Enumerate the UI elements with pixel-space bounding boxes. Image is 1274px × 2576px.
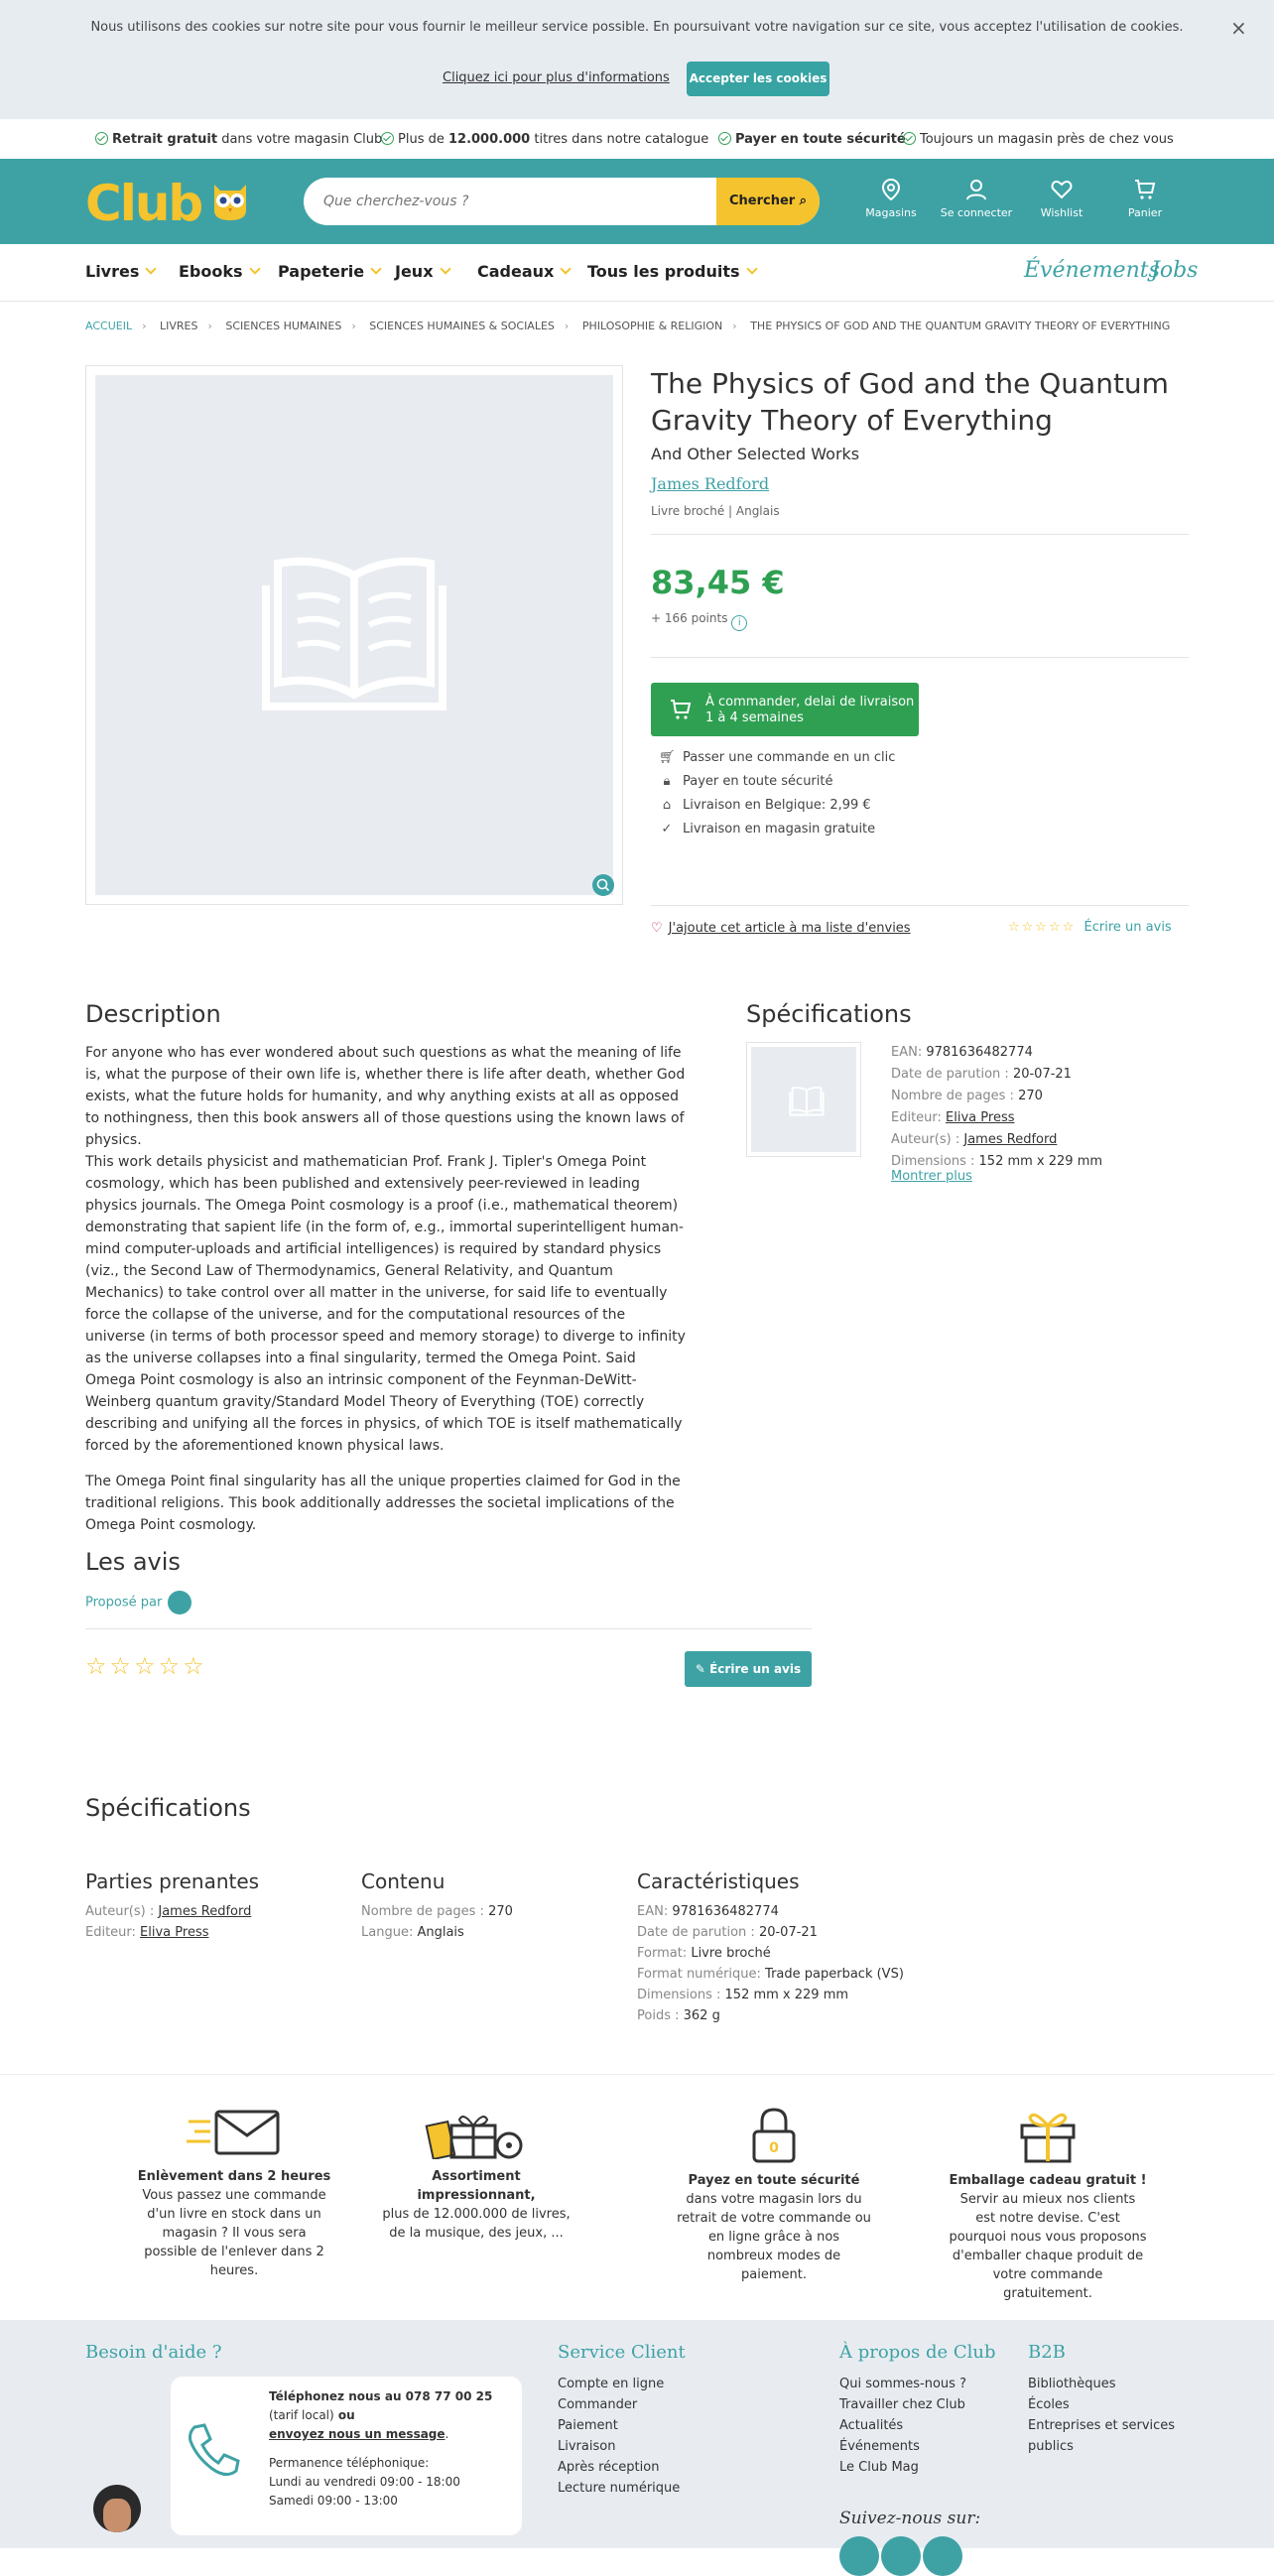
nav-label: Jeux xyxy=(395,262,434,281)
spec-value: 152 mm x 229 mm xyxy=(724,1988,849,2002)
nav-item-jeux[interactable] xyxy=(395,262,449,281)
specs-col xyxy=(637,1901,904,2026)
login-label: Se connecter xyxy=(940,206,1013,219)
spec-value: 20-07-21 xyxy=(1012,1067,1072,1082)
rating-summary[interactable] xyxy=(1008,920,1172,935)
spec-key: Format: xyxy=(637,1946,692,1961)
b2b-links xyxy=(1028,2374,1177,2457)
benefit-item xyxy=(949,2108,1147,2303)
specs-heading: Spécifications xyxy=(746,1000,912,1028)
footer-link[interactable]: Commander xyxy=(558,2397,638,2412)
provider-logo-icon xyxy=(168,1591,191,1614)
benefit-title: Assortiment impressionnant, xyxy=(417,2169,536,2203)
check-circle-icon: ✓ xyxy=(661,822,673,837)
help-heading: Besoin d'aide ? xyxy=(85,2342,222,2363)
chevron-right-icon: › xyxy=(207,320,212,332)
write-review-label: Écrire un avis xyxy=(709,1662,802,1676)
login-link[interactable] xyxy=(937,179,1016,219)
search-icon: ⌕ xyxy=(799,193,808,208)
spec-value: 9781636482774 xyxy=(926,1045,1033,1060)
description-heading: Description xyxy=(85,1000,221,1028)
svg-text:0: 0 xyxy=(769,2140,779,2156)
full-specs-heading: Spécifications xyxy=(85,1794,251,1822)
usp-bold: Payer en toute sécurité xyxy=(735,132,906,147)
breadcrumb-item[interactable]: ACCUEIL xyxy=(85,320,133,332)
loyalty-points xyxy=(651,611,747,631)
spec-key: Nombre de pages : xyxy=(891,1089,1019,1103)
envelope-icon xyxy=(185,2108,284,2159)
instagram-icon[interactable] xyxy=(881,2536,921,2576)
heart-icon xyxy=(1051,179,1073,200)
order-button[interactable] xyxy=(651,683,919,736)
phone-icon xyxy=(183,2421,242,2481)
spec-row xyxy=(637,1901,904,1922)
wishlist-text: J'ajoute cet article à ma liste d'envies xyxy=(668,921,911,936)
wishlist-link[interactable] xyxy=(1022,179,1101,219)
service-heading: Service Client xyxy=(558,2342,686,2363)
footer-link[interactable]: Après réception xyxy=(558,2460,660,2475)
publisher-link[interactable]: Eliva Press xyxy=(140,1925,209,1940)
site-header xyxy=(0,159,1274,244)
jobs-link[interactable]: Jobs xyxy=(1151,258,1199,283)
specs-col-title: Contenu xyxy=(361,1869,446,1893)
product-thumbnail xyxy=(746,1042,861,1157)
cookie-banner xyxy=(0,0,1274,119)
chevron-down-icon xyxy=(746,263,757,274)
show-more-link[interactable]: Montrer plus xyxy=(891,1169,972,1184)
spec-key: Date de parution : xyxy=(891,1067,1013,1082)
facebook-icon[interactable] xyxy=(839,2536,879,2576)
spec-key: Poids : xyxy=(637,2008,684,2023)
check-circle-icon xyxy=(95,132,108,145)
benefit-text: plus de 12.000.000 de livres, de la musique, des jeux, ... xyxy=(382,2207,571,2241)
spec-value: Livre broché xyxy=(691,1946,771,1961)
chevron-right-icon: › xyxy=(351,320,356,332)
breadcrumb-current: THE PHYSICS OF GOD AND THE QUANTUM GRAVITY THEORY OF EVERYTHING xyxy=(750,320,1171,332)
nav-item-papeterie[interactable] xyxy=(278,262,380,281)
chevron-down-icon xyxy=(146,263,157,274)
points-text: + 166 points xyxy=(651,611,728,625)
wishlist-label: Wishlist xyxy=(1040,206,1083,219)
help-local: (tarif local) xyxy=(269,2408,334,2422)
footer-link[interactable]: Compte en ligne xyxy=(558,2377,665,2391)
usp-bar xyxy=(0,119,1274,159)
stores-link[interactable] xyxy=(851,179,931,219)
cookie-text: Nous utilisons des cookies sur notre site pour vous fournir le meilleur service possible. En poursuivant votre navigation sur ce site, vous acceptez l'utilisation de cookies. xyxy=(90,20,1184,35)
benefit-title: Emballage cadeau gratuit ! xyxy=(949,2173,1147,2188)
cart-link[interactable] xyxy=(1105,179,1185,219)
write-review-link[interactable]: Écrire un avis xyxy=(1083,920,1172,935)
avatar xyxy=(93,2485,141,2532)
nav-label: Cadeaux xyxy=(477,262,555,281)
help-hours: Lundi au vendredi 09:00 - 18:00 xyxy=(269,2475,460,2489)
send-message-link[interactable]: envoyez nous un message xyxy=(269,2427,446,2441)
chevron-down-icon xyxy=(249,263,260,274)
rating-stars-input[interactable]: ☆☆☆☆☆ xyxy=(85,1652,207,1680)
gift-stack-icon xyxy=(422,2108,531,2159)
product-price: 83,45 € xyxy=(651,564,785,601)
help-hours: Samedi 09:00 - 13:00 xyxy=(269,2494,398,2508)
check-circle-icon xyxy=(381,132,394,145)
nav-item-tous-produits[interactable] xyxy=(587,262,756,281)
nav-item-ebooks[interactable] xyxy=(179,262,259,281)
benefit-item xyxy=(135,2108,333,2280)
order-line-1: À commander, delai de livraison xyxy=(705,695,915,709)
specs-list xyxy=(891,1042,1102,1173)
map-pin-icon xyxy=(881,179,901,200)
spec-key: Auteur(s) : xyxy=(85,1904,159,1919)
spec-key: Editeur: xyxy=(891,1110,947,1125)
chevron-down-icon xyxy=(440,263,450,274)
check-circle-icon xyxy=(903,132,916,145)
open-book-icon xyxy=(260,556,448,714)
owl-logo-icon xyxy=(210,181,250,222)
cart-label: Panier xyxy=(1127,206,1163,219)
feature-text: Livraison en Belgique: 2,99 € xyxy=(683,798,871,813)
spec-value: 20-07-21 xyxy=(758,1925,818,1940)
usp-text: Toujours un magasin près de chez vous xyxy=(920,132,1174,147)
zoom-icon[interactable] xyxy=(592,874,614,896)
chevron-down-icon xyxy=(370,263,381,274)
divider xyxy=(651,534,1189,535)
footer-link[interactable]: Actualités xyxy=(839,2418,904,2433)
write-review-button[interactable] xyxy=(685,1651,812,1687)
product-title: The Physics of God and the Quantum Gravity Theory of Everything xyxy=(651,367,1169,437)
help-perm: Permanence téléphonique: xyxy=(269,2456,430,2470)
divider xyxy=(85,1628,812,1629)
spec-row xyxy=(637,1943,904,1964)
footer-link[interactable]: Lecture numérique xyxy=(558,2481,681,2496)
breadcrumb-item[interactable]: LIVRES xyxy=(159,320,198,332)
add-to-wishlist[interactable] xyxy=(651,921,911,936)
usp-item xyxy=(903,132,1174,147)
benefit-item xyxy=(377,2108,575,2243)
product-subtitle: And Other Selected Works xyxy=(651,445,860,463)
divider xyxy=(651,657,1189,658)
help-text xyxy=(269,2387,507,2511)
footer-link[interactable]: Événements xyxy=(839,2439,920,2454)
benefit-text: Servir au mieux nos clients est notre devise. C'est pourquoi nous vous proposons d'emballer chaque produit de votre commande gratuitement. xyxy=(949,2192,1147,2301)
main-nav xyxy=(0,244,1274,302)
help-phone[interactable]: Téléphonez nous au 078 77 00 25 xyxy=(269,2389,493,2403)
spec-key: Date de parution : xyxy=(637,1925,759,1940)
heart-icon: ♡ xyxy=(651,921,663,936)
usp-item xyxy=(95,132,382,147)
spec-key: Langue: xyxy=(361,1925,418,1940)
spec-row xyxy=(637,1985,904,2005)
cookie-info-link[interactable]: Cliquez ici pour plus d'informations xyxy=(443,70,670,85)
spec-key: Format numérique: xyxy=(637,1967,766,1982)
product-author-link[interactable]: James Redford xyxy=(651,474,770,493)
search-bar xyxy=(304,178,820,225)
description-paragraph: This work details physicist and mathematician Prof. Frank J. Tipler's Omega Point cosmology, which has been published and extensively peer-reviewed in leading physics journals. The Omega Point cosmology is a proof (i.e., mathematical theorem) demonstrating that sapient life (in the form of, e.g., immortal superintelligent human-mind computer-uploads and artificial intelligences) is required by standard physics (viz., the Second Law of Thermodynamics, General Relativity, and Quantum Mechanics) to take control over all matter in the universe, for said life to eventually force the collapse of the universe, and for the computational resources of the universe (in terms of both processor speed and memory storage) to diverge to infinity as the universe collapses into a final singularity, termed the Omega Point. Said Omega Point cosmology is also an intrinsic component of the Feynman-DeWitt-Weinberg quantum gravity/Standard Model Theory of Everything (TOE) correctly describing and unifying all the forces in physics, of which TOE is itself mathematically forced by the aforementioned known physical laws. xyxy=(85,1154,686,1454)
specs-col-title: Parties prenantes xyxy=(85,1869,260,1893)
feature-item xyxy=(659,798,871,813)
reviews-heading: Les avis xyxy=(85,1548,181,1576)
spec-row xyxy=(637,2005,904,2026)
open-book-icon xyxy=(787,1087,827,1116)
breadcrumb-item[interactable]: SCIENCES HUMAINES xyxy=(225,320,342,332)
description-body xyxy=(85,1042,687,1550)
footer-link[interactable]: Le Club Mag xyxy=(839,2460,919,2475)
footer-link[interactable]: Paiement xyxy=(558,2418,618,2433)
spec-value: 270 xyxy=(488,1904,513,1919)
service-links xyxy=(558,2374,680,2499)
help-or: ou xyxy=(333,2408,355,2422)
b2b-heading: B2B xyxy=(1028,2342,1066,2363)
nav-item-cadeaux[interactable] xyxy=(477,262,570,281)
benefit-title: Payez en toute sécurité xyxy=(688,2173,860,2188)
spec-value: Trade paperback (VS) xyxy=(765,1967,904,1982)
social-heading: Suivez-nous sur: xyxy=(839,2509,981,2528)
search-input[interactable] xyxy=(323,178,701,225)
feature-item xyxy=(659,822,875,837)
footer-link[interactable]: Entreprises et services publics xyxy=(1028,2418,1176,2454)
author-link[interactable]: James Redford xyxy=(963,1132,1058,1147)
nav-label: Papeterie xyxy=(278,262,365,281)
breadcrumb-item[interactable]: SCIENCES HUMAINES & SOCIALES xyxy=(369,320,555,332)
spec-key: Dimensions : xyxy=(891,1154,979,1169)
specs-col xyxy=(85,1901,251,1943)
benefit-title: Enlèvement dans 2 heures xyxy=(137,2169,331,2184)
close-icon[interactable]: × xyxy=(1230,16,1247,40)
spec-key: Auteur(s) : xyxy=(891,1132,964,1147)
product-format: Livre broché | Anglais xyxy=(651,504,780,518)
chevron-right-icon: › xyxy=(142,320,147,332)
usp-item xyxy=(718,132,906,147)
info-icon[interactable]: i xyxy=(731,615,747,631)
spec-key: Dimensions : xyxy=(637,1988,725,2002)
chevron-right-icon: › xyxy=(564,320,570,332)
publisher-link[interactable]: Eliva Press xyxy=(946,1110,1015,1125)
gift-box-icon xyxy=(1016,2108,1080,2163)
accept-cookies-button[interactable]: Accepter les cookies xyxy=(687,62,829,96)
nav-label: Ebooks xyxy=(179,262,243,281)
footer-link[interactable]: Travailler chez Club xyxy=(839,2397,965,2412)
check-circle-icon xyxy=(718,132,731,145)
spec-value: 152 mm x 229 mm xyxy=(978,1154,1103,1169)
feature-item xyxy=(659,774,833,789)
search-button[interactable] xyxy=(716,178,820,225)
product-image-frame[interactable] xyxy=(85,365,623,905)
specs-col xyxy=(361,1901,513,1943)
spec-row xyxy=(637,1964,904,1985)
product-image-placeholder xyxy=(95,375,613,895)
events-link[interactable]: Événements xyxy=(1024,258,1160,283)
help-line xyxy=(269,2425,507,2444)
footer-link[interactable]: Bibliothèques xyxy=(1028,2377,1116,2391)
youtube-icon[interactable] xyxy=(923,2536,962,2576)
spec-row xyxy=(361,1901,513,1922)
spec-row xyxy=(891,1042,1102,1064)
cart-icon xyxy=(669,699,693,720)
usp-text: dans votre magasin Club xyxy=(217,132,383,147)
divider xyxy=(651,905,1189,906)
breadcrumb-item[interactable]: PHILOSOPHIE & RELIGION xyxy=(581,320,723,332)
search-button-label: Chercher xyxy=(728,193,796,208)
stores-label: Magasins xyxy=(865,206,917,219)
spec-row xyxy=(891,1129,1102,1151)
edit-icon: ✎ xyxy=(695,1662,705,1676)
spec-value: 9781636482774 xyxy=(672,1904,779,1919)
proposed-by-text: Proposé par xyxy=(85,1595,163,1610)
benefit-item xyxy=(675,2108,873,2284)
padlock-icon xyxy=(744,2108,804,2163)
footer-link[interactable]: Écoles xyxy=(1028,2397,1070,2412)
about-links xyxy=(839,2374,966,2478)
footer-link[interactable]: Livraison xyxy=(558,2439,616,2454)
spec-row xyxy=(637,1922,904,1943)
club-logo[interactable]: Club xyxy=(85,175,202,232)
spec-row xyxy=(361,1922,513,1943)
user-icon xyxy=(966,179,986,200)
specs-col-title: Caractéristiques xyxy=(637,1869,800,1893)
spec-row xyxy=(891,1064,1102,1086)
help-period: . xyxy=(445,2427,449,2441)
feature-text: Payer en toute sécurité xyxy=(683,774,833,789)
spec-key: Editeur: xyxy=(85,1925,141,1940)
footer-link[interactable]: Qui sommes-nous ? xyxy=(839,2377,966,2391)
usp-bold: Retrait gratuit xyxy=(112,132,218,147)
spec-key: EAN: xyxy=(891,1045,927,1060)
spec-row xyxy=(891,1086,1102,1107)
order-line-2: 1 à 4 semaines xyxy=(705,710,804,725)
spec-key: Nombre de pages : xyxy=(361,1904,489,1919)
nav-label: Tous les produits xyxy=(587,262,740,281)
chevron-down-icon xyxy=(561,263,572,274)
home-icon: ⌂ xyxy=(662,798,672,813)
feature-text: Livraison en magasin gratuite xyxy=(683,822,876,837)
usp-item xyxy=(381,132,708,147)
lock-icon: 🔒︎ xyxy=(663,774,671,789)
cart-icon xyxy=(1134,179,1156,200)
about-heading: À propos de Club xyxy=(839,2342,996,2363)
usp-text: Plus de xyxy=(398,132,448,147)
benefit-text: dans votre magasin lors du retrait de votre commande ou en ligne grâce à nos nombreux modes de paiement. xyxy=(677,2192,871,2282)
usp-bold: 12.000.000 xyxy=(447,132,531,147)
spec-row xyxy=(85,1901,251,1922)
help-line xyxy=(269,2406,507,2425)
spec-value: 362 g xyxy=(683,2008,720,2023)
author-link[interactable]: James Redford xyxy=(158,1904,252,1919)
spec-row xyxy=(85,1922,251,1943)
description-paragraph: The Omega Point final singularity has all the unique properties claimed for God in the traditional religions. This book additionally addresses the societal implications of the Omega Point cosmology. xyxy=(85,1474,681,1533)
cart-icon: 🛒︎ xyxy=(659,750,676,765)
nav-label: Livres xyxy=(85,262,140,281)
proposed-by xyxy=(85,1591,191,1614)
spec-key: EAN: xyxy=(637,1904,673,1919)
spec-row xyxy=(891,1107,1102,1129)
breadcrumb xyxy=(85,320,1176,332)
feature-text: Passer une commande en un clic xyxy=(683,750,896,765)
spec-value: Anglais xyxy=(417,1925,464,1940)
benefit-text: Vous passez une commande d'un livre en stock dans un magasin ? Il vous sera possible de l'enlever dans 2 heures. xyxy=(142,2188,326,2278)
chevron-right-icon: › xyxy=(732,320,737,332)
feature-item xyxy=(659,750,895,765)
usp-text: titres dans notre catalogue xyxy=(530,132,709,147)
description-paragraph: For anyone who has ever wondered about such questions as what the meaning of life is, what the purpose of their own life is, whether there is life after death, whether God exists, what the future holds for humanity, and why anything exists at all as opposed to nothingness, then this book answers all of those questions using the known laws of physics. xyxy=(85,1045,686,1148)
nav-item-livres[interactable] xyxy=(85,262,155,281)
rating-stars: ☆☆☆☆☆ xyxy=(1008,920,1077,935)
spec-value: 270 xyxy=(1018,1089,1043,1103)
